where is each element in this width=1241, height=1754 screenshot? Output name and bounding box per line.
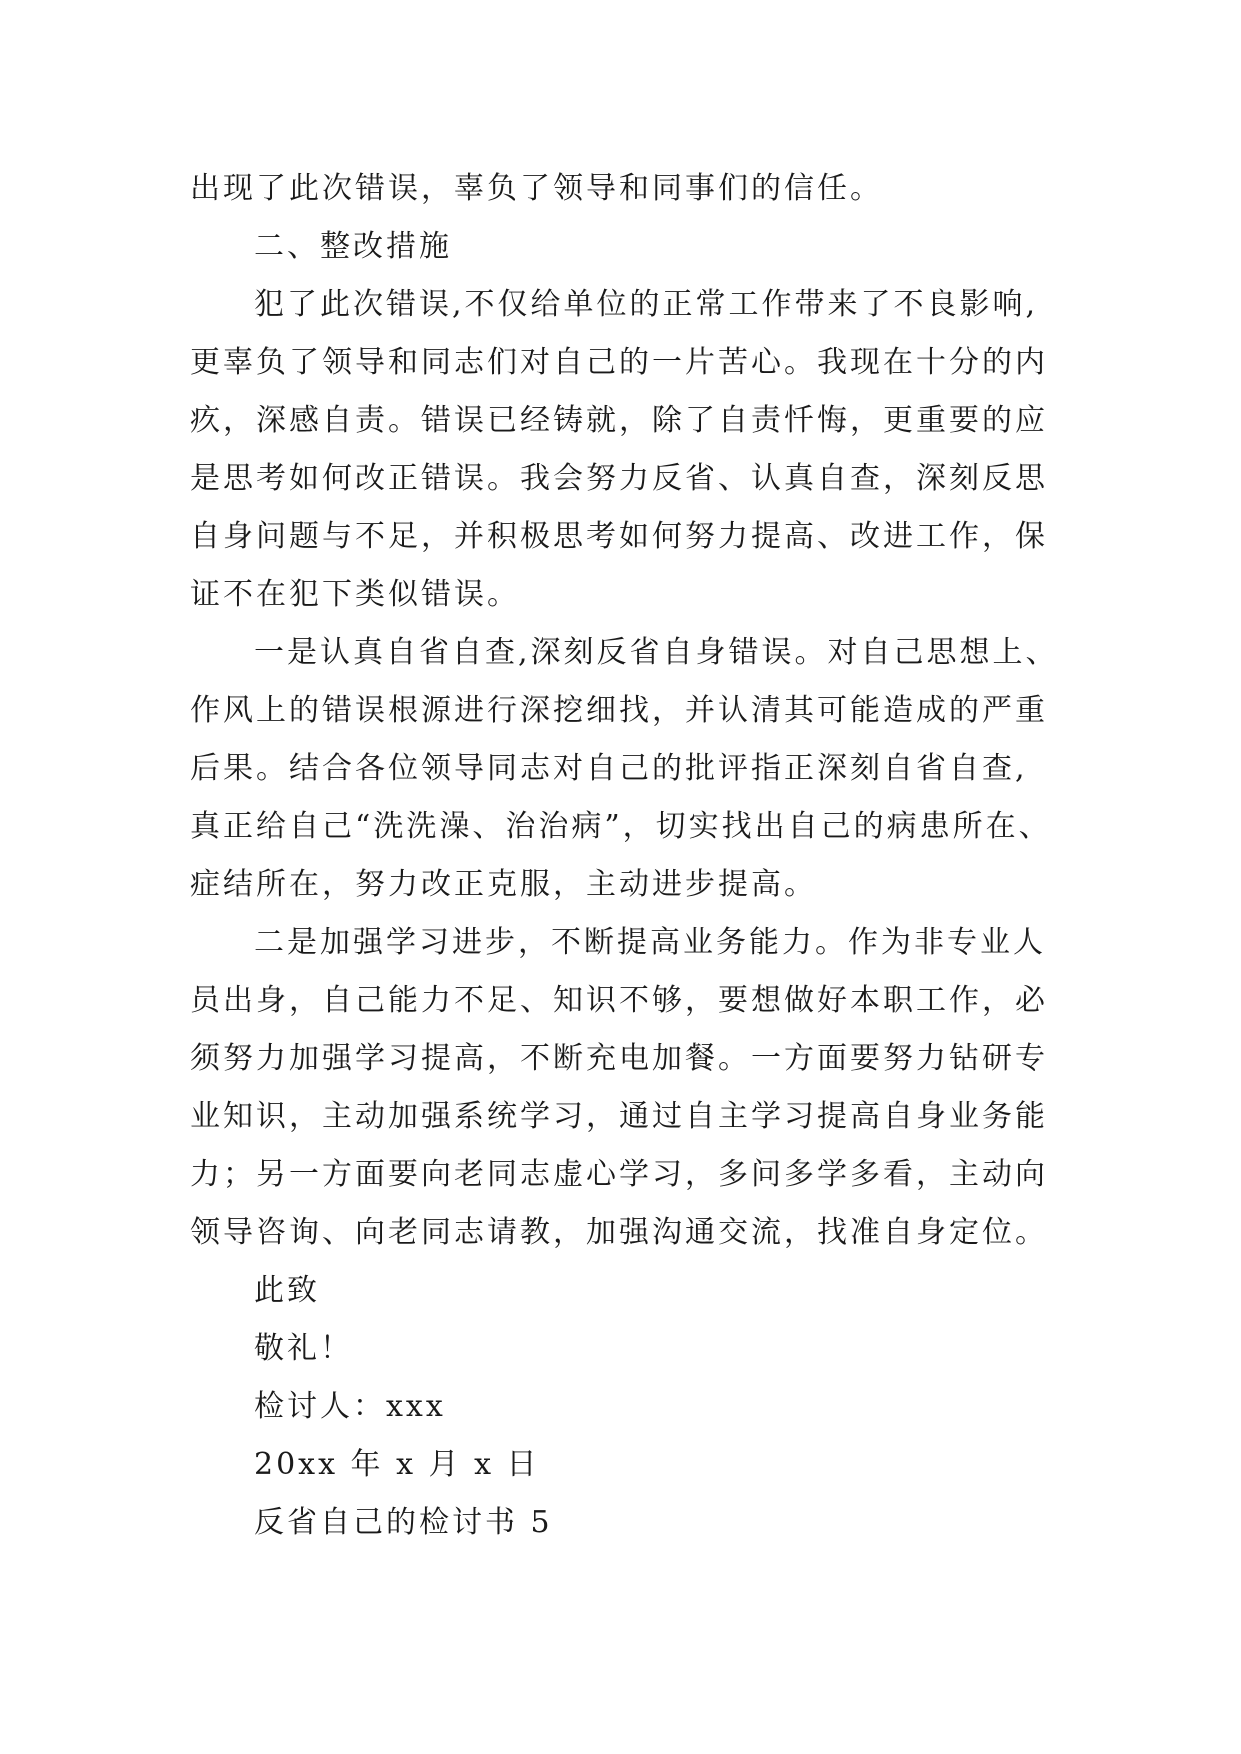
body-line: 犯了此次错误,不仅给单位的正常工作带来了不良影响, (254, 287, 1039, 322)
body-line: 是思考如何改正错误。我会努力反省、认真自查，深刻反思 (190, 461, 1048, 496)
next-title: 反省自己的检讨书 5 (254, 1505, 553, 1540)
body-line: 员出身，自己能力不足、知识不够，要想做好本职工作，必 (190, 983, 1048, 1018)
body-line: 一是认真自省自查,深刻反省自身错误。对自己思想上、 (254, 635, 1059, 670)
body-line: 力；另一方面要向老同志虚心学习，多问多学多看，主动向 (190, 1157, 1048, 1192)
section-heading: 二、整改措施 (254, 229, 452, 264)
body-line: 症结所在，努力改正克服，主动进步提高。 (190, 867, 817, 902)
date-line: 20xx 年 x 月 x 日 (254, 1447, 540, 1482)
body-line: 出现了此次错误，辜负了领导和同事们的信任。 (190, 171, 883, 206)
body-line: 领导咨询、向老同志请教，加强沟通交流，找准自身定位。 (190, 1215, 1048, 1250)
body-line: 后果。结合各位领导同志对自己的批评指正深刻自省自查, (190, 751, 1028, 786)
body-line: 业知识，主动加强系统学习，通过自主学习提高自身业务能 (190, 1099, 1048, 1134)
body-line: 更辜负了领导和同志们对自己的一片苦心。我现在十分的内 (190, 345, 1048, 380)
body-line: 疚，深感自责。错误已经铸就，除了自责忏悔，更重要的应 (190, 403, 1048, 438)
body-line: 须努力加强学习提高，不断充电加餐。一方面要努力钻研专 (190, 1041, 1048, 1076)
closing-regards: 敬礼！ (254, 1331, 353, 1366)
body-line: 二是加强学习进步，不断提高业务能力。作为非专业人 (254, 925, 1046, 960)
body-line: 真正给自己“洗洗澡、治治病”，切实找出自己的病患所在、 (190, 809, 1052, 844)
body-line: 自身问题与不足，并积极思考如何努力提高、改进工作，保 (190, 519, 1048, 554)
closing-salutation: 此致 (254, 1273, 320, 1308)
document-body (190, 160, 1090, 1552)
body-line: 证不在犯下类似错误。 (190, 577, 520, 612)
signature-line: 检讨人：xxx (254, 1389, 446, 1424)
body-line: 作风上的错误根源进行深挖细找，并认清其可能造成的严重 (190, 693, 1048, 728)
